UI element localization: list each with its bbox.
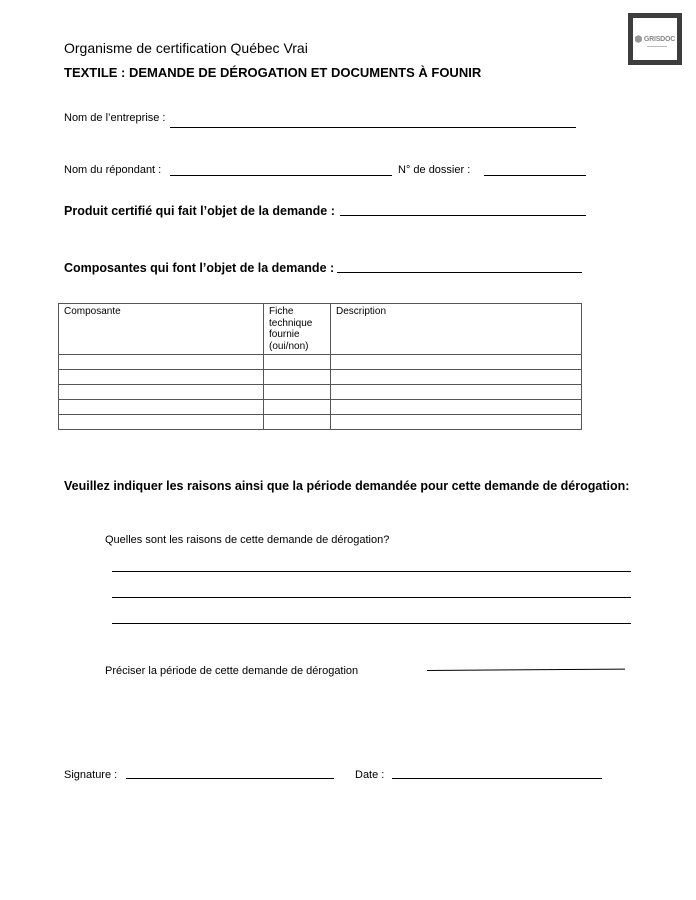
page-title: TEXTILE : DEMANDE DE DÉROGATION ET DOCUMENTS À FOUNIR: [64, 65, 482, 80]
table-row: [59, 370, 582, 385]
signature-label: Signature :: [64, 769, 118, 781]
table-row: [59, 385, 582, 400]
composantes-field[interactable]: [337, 272, 582, 273]
cell-fiche[interactable]: [264, 400, 331, 415]
components-table: [58, 303, 582, 430]
table-header-row: [59, 304, 582, 355]
reason-line-2[interactable]: [112, 597, 631, 598]
cell-fiche[interactable]: [264, 385, 331, 400]
produit-label: Produit certifié qui fait l’objet de la demande :: [64, 204, 335, 218]
logo-tagline-line: [647, 46, 667, 47]
cell-description[interactable]: [331, 385, 582, 400]
dossier-label: N° de dossier :: [398, 164, 471, 176]
organization-name: Organisme de certification Québec Vrai: [64, 40, 308, 56]
dossier-field[interactable]: [484, 175, 586, 176]
cell-description[interactable]: [331, 355, 582, 370]
cell-fiche[interactable]: [264, 415, 331, 430]
reason-line-1[interactable]: [112, 571, 631, 572]
date-field[interactable]: [392, 778, 602, 779]
date-label: Date :: [355, 769, 385, 781]
header-description: Description: [331, 304, 582, 355]
cell-composante[interactable]: [59, 400, 264, 415]
repondant-label: Nom du répondant :: [64, 164, 162, 176]
signature-field[interactable]: [126, 778, 334, 779]
logo-inner: [633, 18, 677, 60]
reason-line-3[interactable]: [112, 623, 631, 624]
logo-text: GRISDOC: [643, 35, 676, 43]
produit-field[interactable]: [340, 215, 586, 216]
header-composante: Composante: [59, 304, 264, 355]
entreprise-label: Nom de l’entreprise :: [64, 112, 166, 124]
composantes-label: Composantes qui font l’objet de la demande :: [64, 261, 335, 275]
cell-description[interactable]: [331, 400, 582, 415]
cell-fiche[interactable]: [264, 355, 331, 370]
entreprise-field[interactable]: [170, 127, 576, 128]
cell-description[interactable]: [331, 370, 582, 385]
cell-composante[interactable]: [59, 415, 264, 430]
cell-composante[interactable]: [59, 385, 264, 400]
cell-description[interactable]: [331, 415, 582, 430]
period-field[interactable]: [427, 669, 625, 671]
period-label: Préciser la période de cette demande de dérogation: [105, 665, 359, 677]
table-row: [59, 400, 582, 415]
repondant-field[interactable]: [170, 175, 392, 176]
cell-composante[interactable]: [59, 355, 264, 370]
reasons-heading: Veuillez indiquer les raisons ainsi que la période demandée pour cette demande de dérogation:: [64, 479, 630, 493]
table-row: [59, 415, 582, 430]
grisdoc-logo: [628, 13, 682, 65]
header-fiche-technique: Fiche technique fournie (oui/non): [264, 304, 331, 355]
logo-cube-icon: [635, 35, 642, 43]
reasons-question: Quelles sont les raisons de cette demande de dérogation?: [105, 534, 390, 546]
cell-composante[interactable]: [59, 370, 264, 385]
table-row: [59, 355, 582, 370]
cell-fiche[interactable]: [264, 370, 331, 385]
